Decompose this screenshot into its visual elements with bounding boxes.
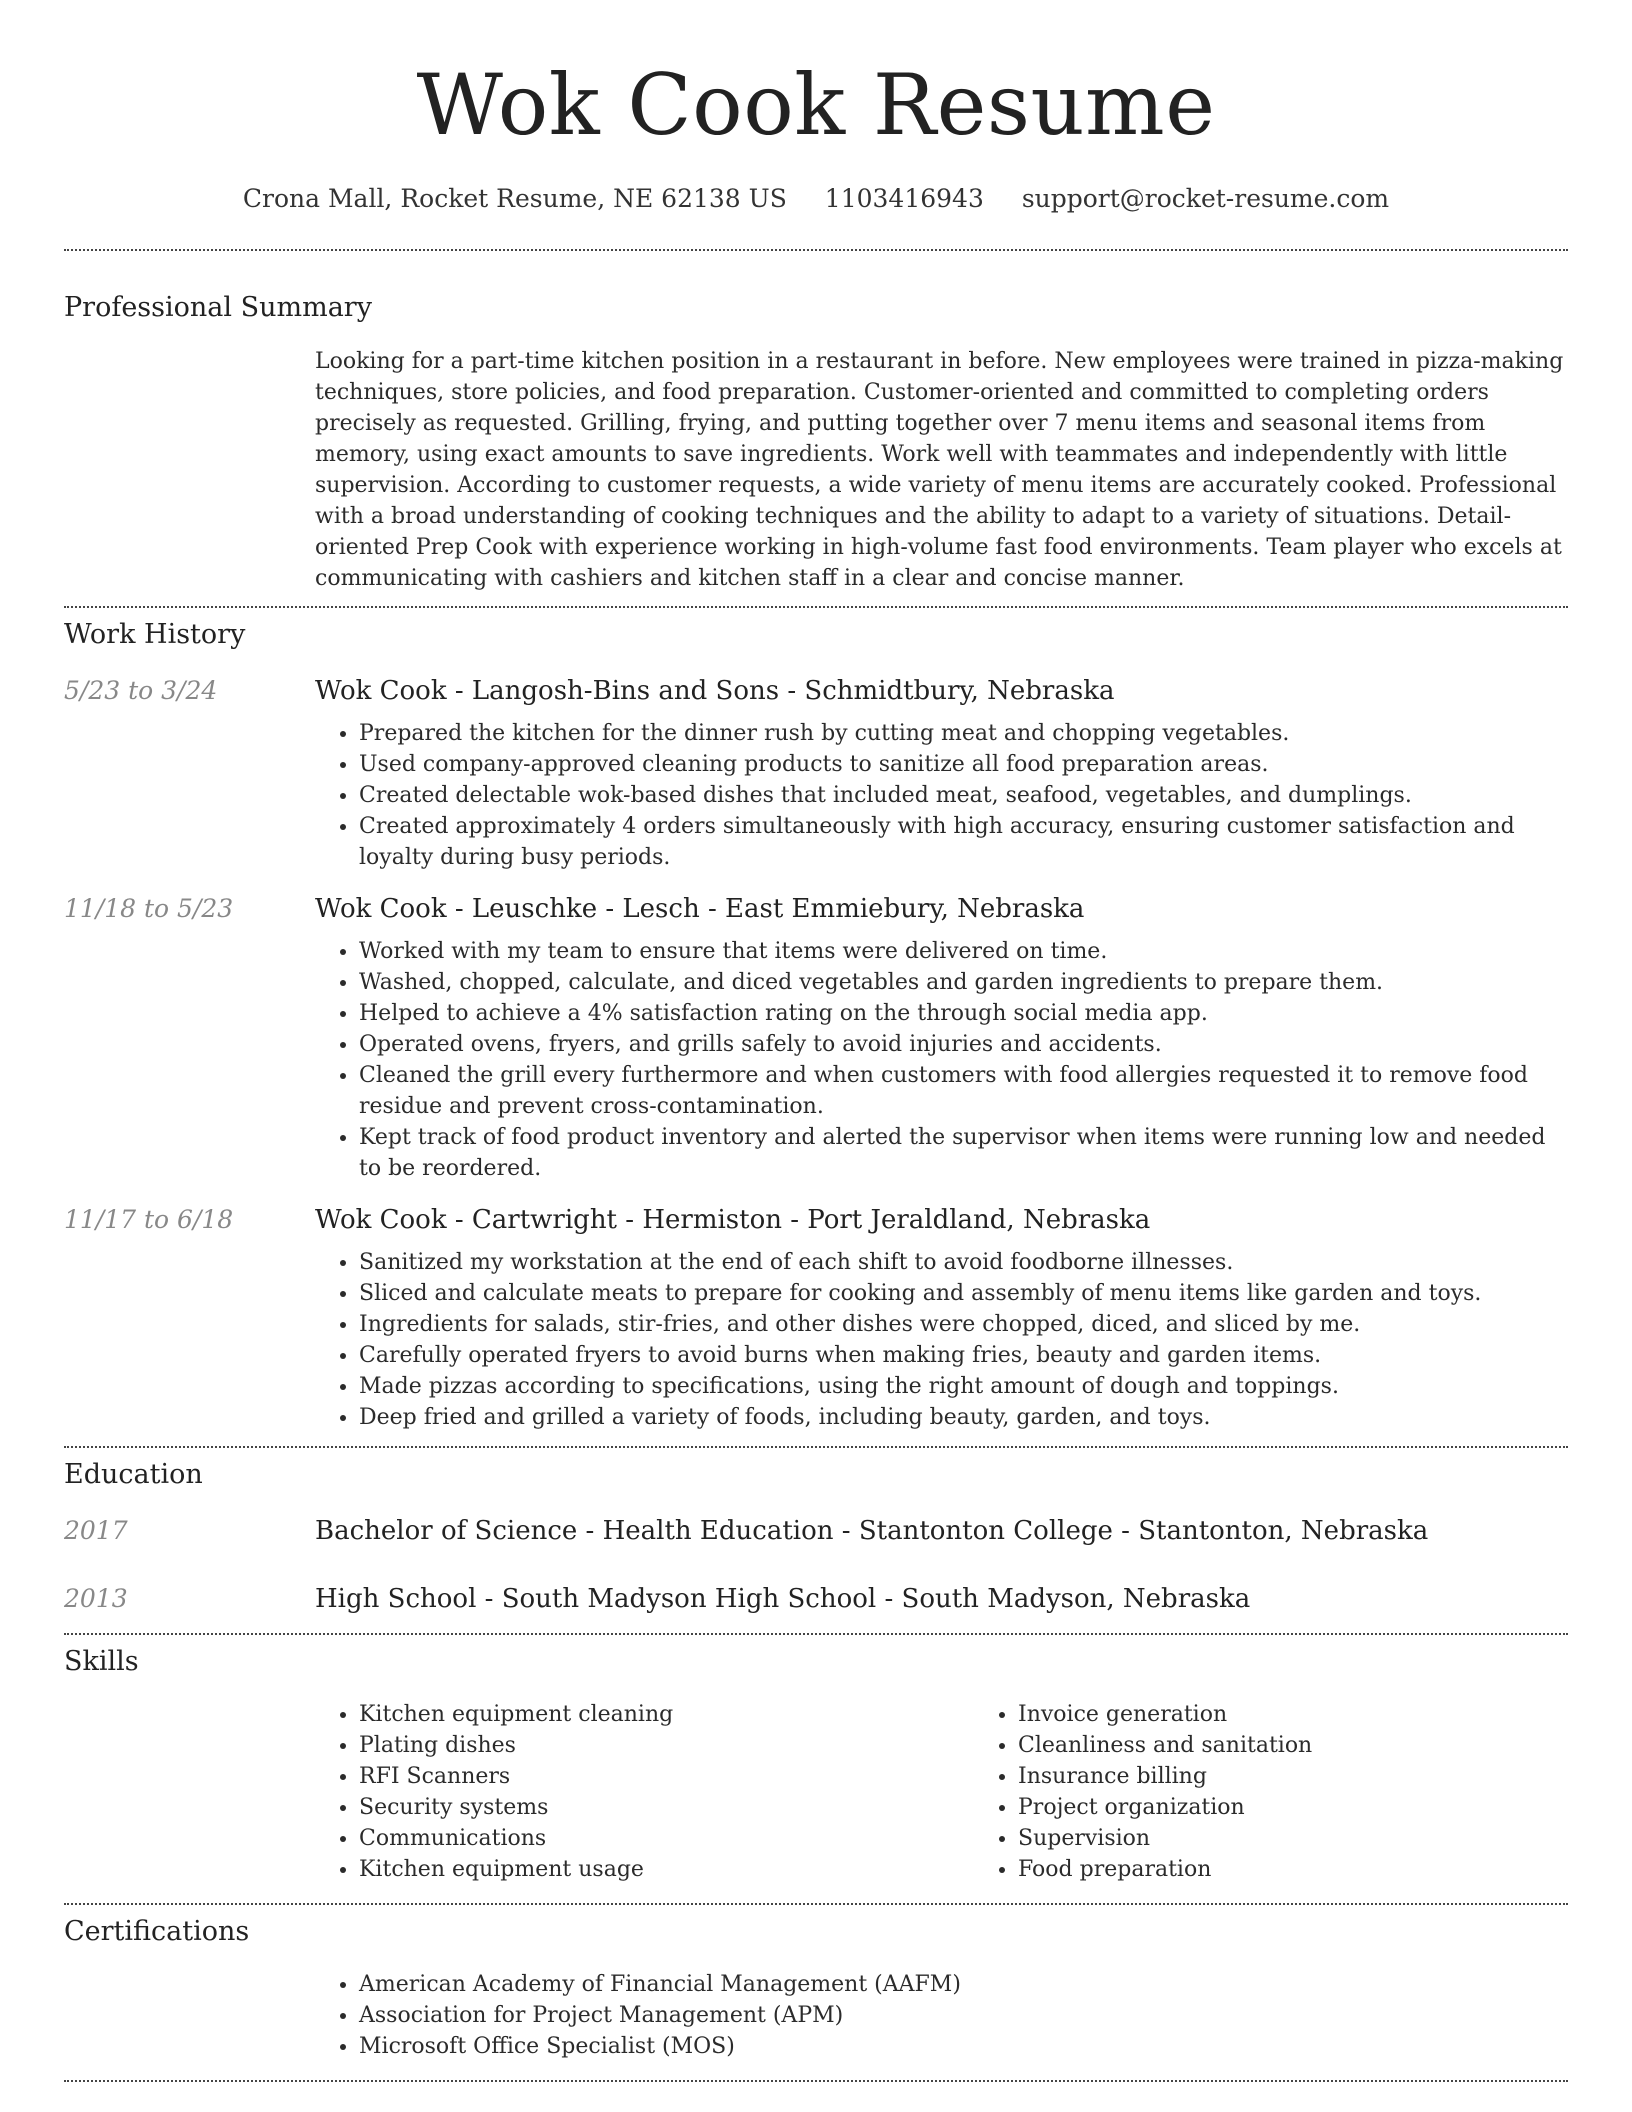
job-bullet: • Operated ovens, fryers, and grills safely to avoid injuries and accidents. — [359, 1029, 1568, 1060]
section-title-certifications: Certifications — [64, 1916, 250, 1947]
divider — [64, 2080, 1568, 2082]
job-dates: 5/23 to 3/24 — [64, 676, 218, 705]
job-bullet: • Created delectable wok-based dishes that included meat, seafood, vegetables, and dumplings. — [359, 780, 1568, 811]
summary-row — [64, 346, 1568, 594]
job-title: Wok Cook - Leuschke - Lesch - East Emmiebury, Nebraska — [315, 894, 1085, 924]
divider — [64, 606, 1568, 608]
education-entry — [64, 1514, 1568, 1548]
job-entry — [64, 674, 1568, 873]
skills-list-right — [974, 1699, 1632, 1885]
section-title-skills: Skills — [64, 1646, 139, 1677]
education-year: 2017 — [64, 1516, 128, 1545]
job-bullet: • Sanitized my workstation at the end of each shift to avoid foodborne illnesses. — [359, 1247, 1568, 1278]
divider — [64, 1633, 1568, 1635]
skill-item: • RFI Scanners — [359, 1761, 974, 1792]
skill-item: • Kitchen equipment usage — [359, 1854, 974, 1885]
education-year: 2013 — [64, 1584, 128, 1613]
job-bullet: • Carefully operated fryers to avoid burns when making fries, beauty and garden items. — [359, 1340, 1568, 1371]
job-bullet: • Deep fried and grilled a variety of foods, including beauty, garden, and toys. — [359, 1402, 1568, 1433]
job-bullet: • Created approximately 4 orders simultaneously with high accuracy, ensuring customer satisfaction and loyalty during busy periods. — [359, 811, 1568, 873]
certification-item: • American Academy of Financial Management (AAFM) — [359, 1969, 1568, 2000]
job-entry — [64, 892, 1568, 1184]
summary-spacer — [64, 346, 315, 594]
job-body — [315, 892, 1568, 1184]
skill-item: • Project organization — [1018, 1792, 1632, 1823]
contact-email: support@rocket-resume.com — [1021, 184, 1390, 213]
skill-item: • Cleanliness and sanitation — [1018, 1730, 1632, 1761]
job-bullets — [315, 936, 1568, 1184]
certification-item: • Microsoft Office Specialist (MOS) — [359, 2031, 1568, 2062]
certifications-row — [64, 1969, 1568, 2062]
education-entry — [64, 1582, 1568, 1616]
skills-row — [64, 1699, 1568, 1885]
education-text: Bachelor of Science - Health Education - Stantonton College - Stantonton, Nebraska — [315, 1516, 1429, 1546]
job-bullets — [315, 1247, 1568, 1433]
job-body — [315, 1203, 1568, 1433]
job-dates: 11/17 to 6/18 — [64, 1205, 234, 1234]
skills-list-left — [315, 1699, 974, 1885]
skill-item: • Invoice generation — [1018, 1699, 1632, 1730]
divider — [64, 1903, 1568, 1905]
certification-item: • Association for Project Management (APM) — [359, 2000, 1568, 2031]
job-bullet: • Ingredients for salads, stir-fries, and other dishes were chopped, diced, and sliced by me. — [359, 1309, 1568, 1340]
job-title: Wok Cook - Langosh-Bins and Sons - Schmidtbury, Nebraska — [315, 676, 1115, 706]
divider — [64, 249, 1568, 251]
skill-item: • Insurance billing — [1018, 1761, 1632, 1792]
certifications-list — [315, 1969, 1568, 2062]
job-bullet: • Kept track of food product inventory and alerted the supervisor when items were running low and needed to be reordered. — [359, 1122, 1568, 1184]
job-bullet: • Sliced and calculate meats to prepare for cooking and assembly of menu items like garden and toys. — [359, 1278, 1568, 1309]
job-dates: 11/18 to 5/23 — [64, 894, 234, 923]
job-title: Wok Cook - Cartwright - Hermiston - Port Jeraldland, Nebraska — [315, 1205, 1151, 1235]
skill-item: • Food preparation — [1018, 1854, 1632, 1885]
skill-item: • Kitchen equipment cleaning — [359, 1699, 974, 1730]
contact-phone: 1103416943 — [824, 184, 984, 213]
job-bullet: • Made pizzas according to specifications, using the right amount of dough and toppings. — [359, 1371, 1568, 1402]
job-bullet: • Cleaned the grill every furthermore and when customers with food allergies requested it to remove food residue and prevent cross-contamination. — [359, 1060, 1568, 1122]
summary-text: Looking for a part-time kitchen position in a restaurant in before. New employees were trained in pizza-making techniques, store policies, and food preparation. Customer-oriented and committed to completing orders precisely as requested. Grilling, frying, and putting together over 7 menu items and seasonal items from memory, using exact amounts to save ingredients. Work well with teammates and independently with little supervision. According to customer requests, a wide variety of menu items are accurately cooked. Professional with a broad understanding of cooking techniques and the ability to adapt to a variety of situations. Detail-oriented Prep Cook with experience working in high-volume fast food environments. Team player who excels at communicating with cashiers and kitchen staff in a clear and concise manner. — [315, 349, 1564, 591]
certifications-spacer — [64, 1969, 315, 2062]
job-bullets — [315, 718, 1568, 873]
skill-item: • Communications — [359, 1823, 974, 1854]
education-text: High School - South Madyson High School - South Madyson, Nebraska — [315, 1584, 1251, 1614]
section-title-summary: Professional Summary — [64, 292, 372, 323]
certifications-body — [315, 1969, 1568, 2062]
job-bullet: • Prepared the kitchen for the dinner rush by cutting meat and chopping vegetables. — [359, 718, 1568, 749]
skill-item: • Supervision — [1018, 1823, 1632, 1854]
divider — [64, 1446, 1568, 1448]
job-bullet: • Worked with my team to ensure that items were delivered on time. — [359, 936, 1568, 967]
section-title-work: Work History — [64, 619, 246, 650]
job-bullet: • Used company-approved cleaning products to sanitize all food preparation areas. — [359, 749, 1568, 780]
skill-item: • Security systems — [359, 1792, 974, 1823]
job-bullet: • Washed, chopped, calculate, and diced vegetables and garden ingredients to prepare them. — [359, 967, 1568, 998]
contact-line — [64, 184, 1568, 214]
job-bullet: • Helped to achieve a 4% satisfaction rating on the through social media app. — [359, 998, 1568, 1029]
skill-item: • Plating dishes — [359, 1730, 974, 1761]
section-title-education: Education — [64, 1459, 203, 1490]
skills-spacer — [64, 1699, 315, 1885]
resume-page — [64, 0, 1568, 2082]
skills-columns — [315, 1699, 1632, 1885]
contact-address: Crona Mall, Rocket Resume, NE 62138 US — [242, 184, 787, 213]
resume-title: Wok Cook Resume — [416, 56, 1216, 154]
job-entry — [64, 1203, 1568, 1433]
job-body — [315, 674, 1568, 873]
